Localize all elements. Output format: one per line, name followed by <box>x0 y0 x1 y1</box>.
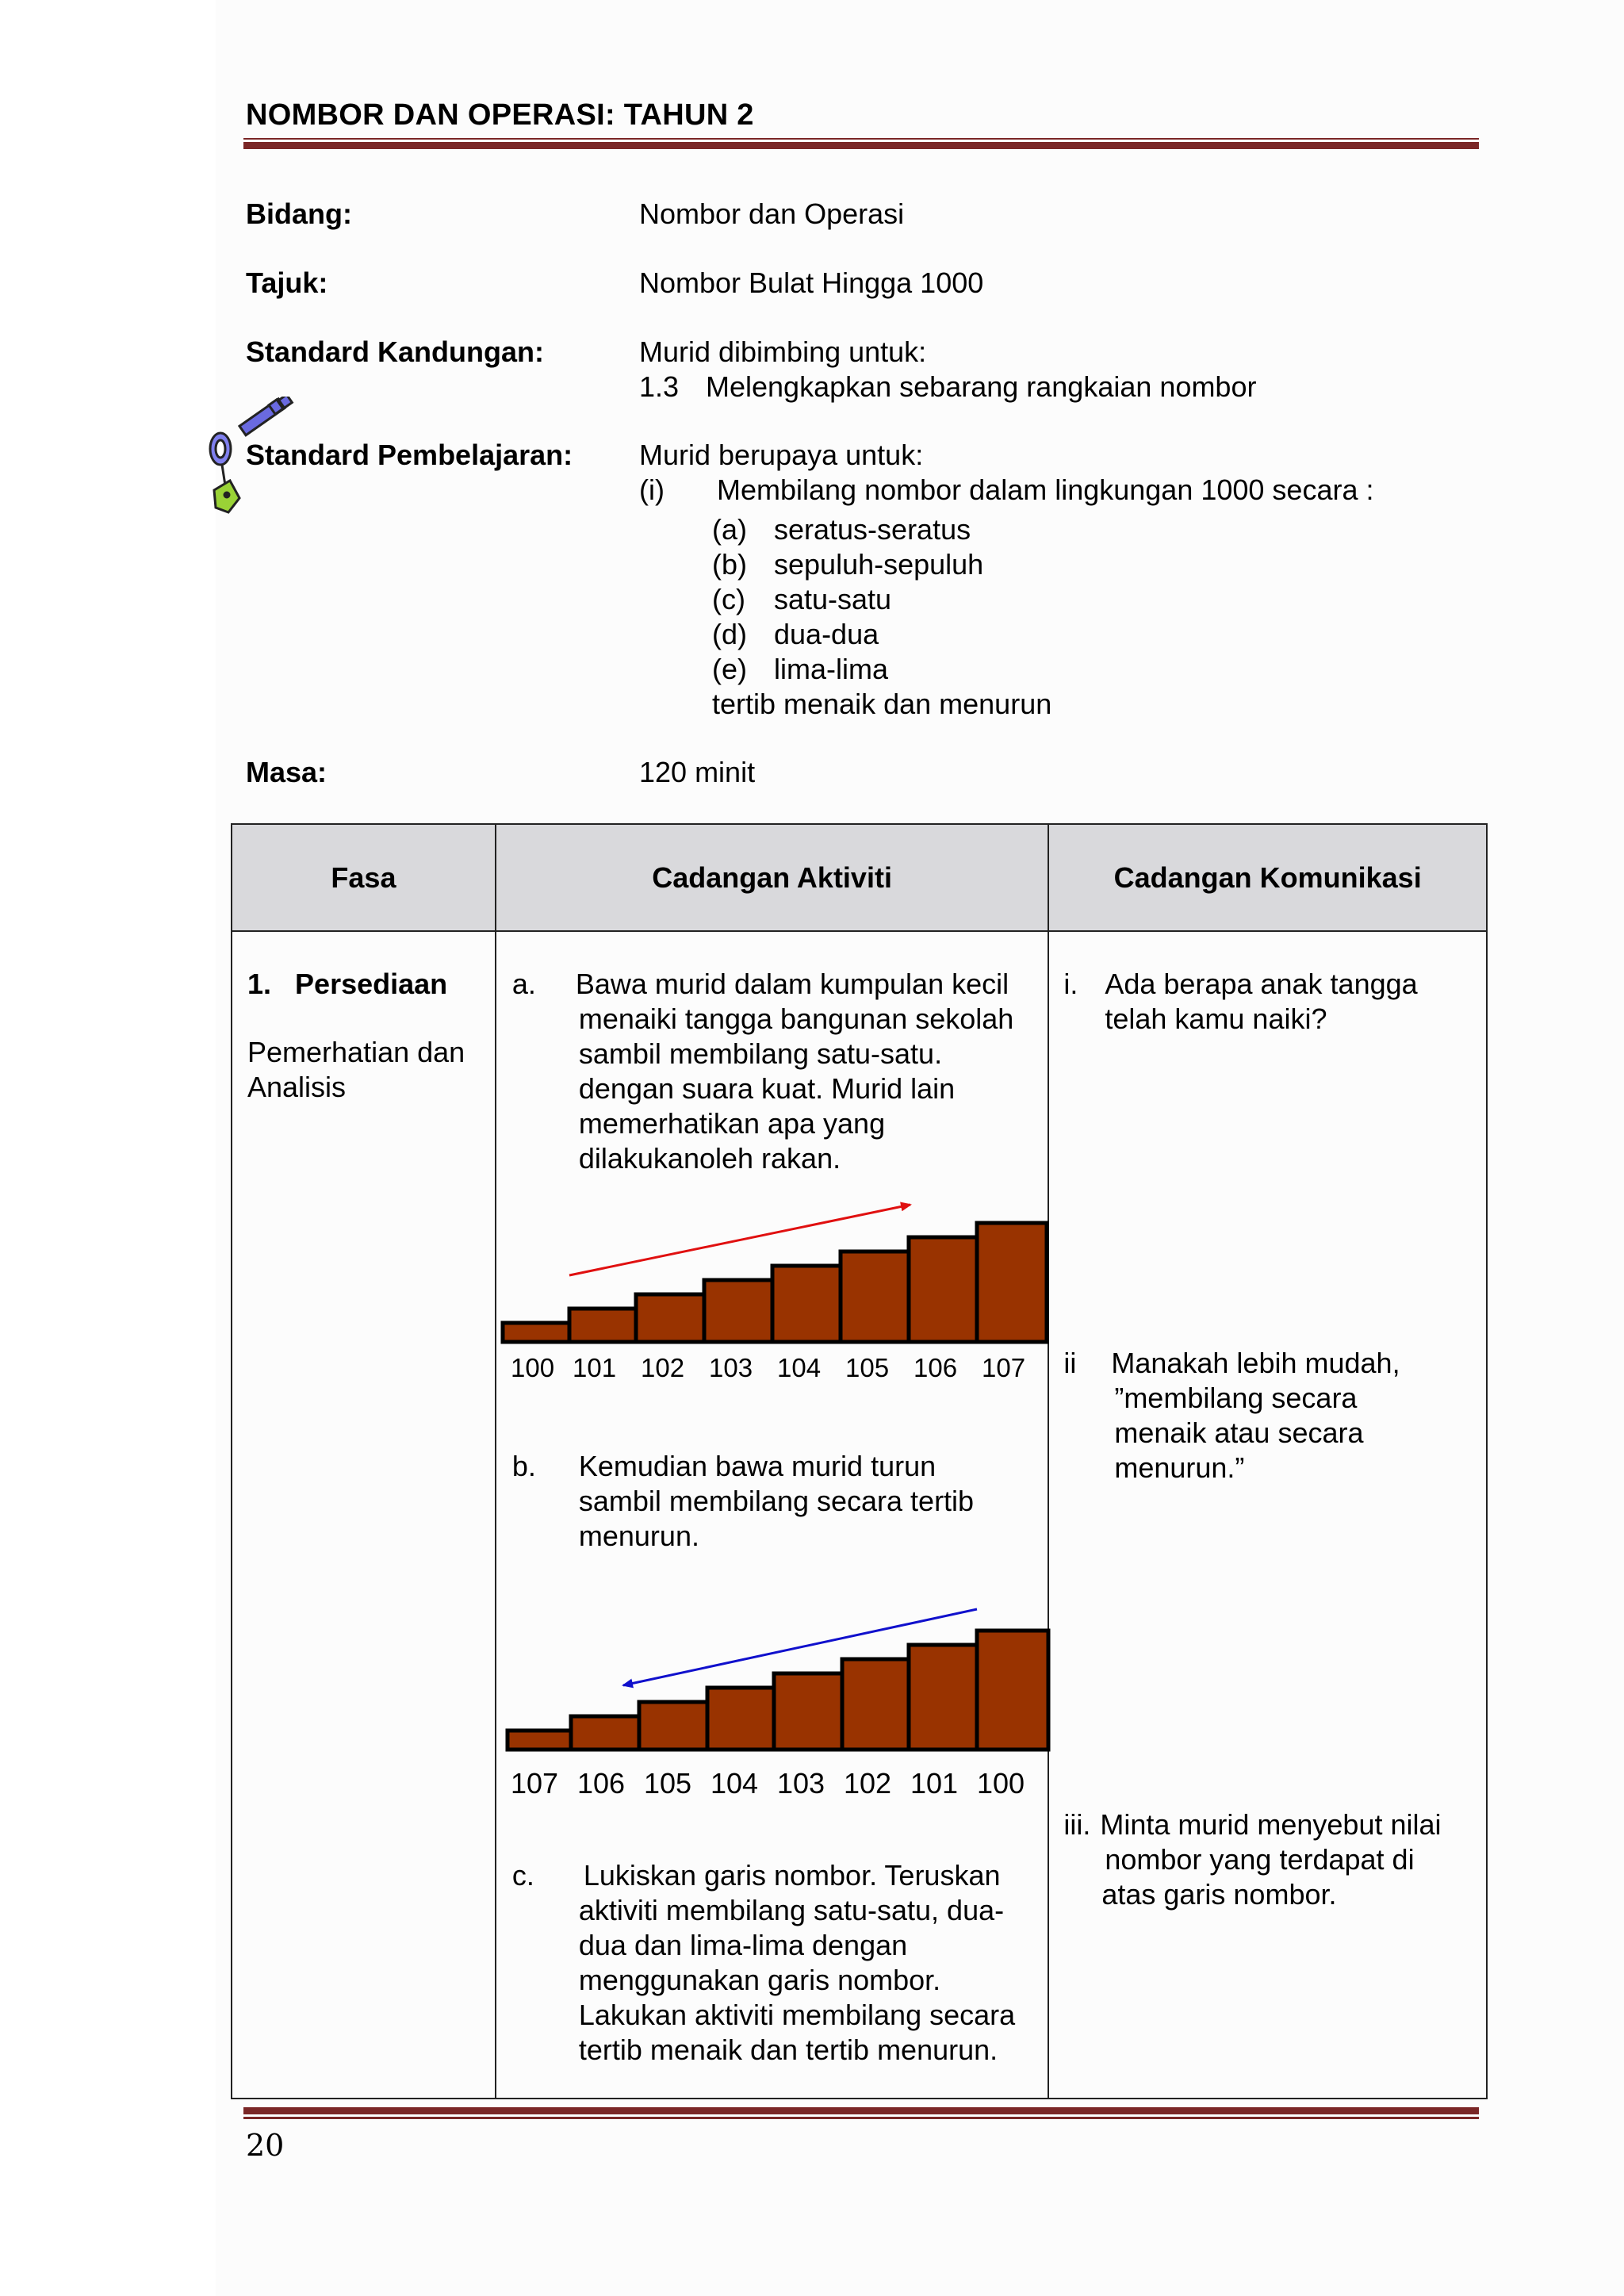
aktiviti-b-line: menurun. <box>578 1520 699 1552</box>
standard-kandungan-line1: Murid dibimbing untuk: <box>639 335 927 368</box>
masa-value: 120 minit <box>639 756 756 788</box>
stair-step <box>704 1280 772 1342</box>
stairs-up-diagram <box>496 1194 1051 1384</box>
komunikasi-ii-line: Manakah lebih mudah, <box>1111 1347 1400 1379</box>
subitem-text: satu-satu <box>774 583 892 615</box>
stair-step <box>636 1294 704 1342</box>
subitem-num: (d) <box>712 618 747 650</box>
tajuk-value: Nombor Bulat Hingga 1000 <box>639 266 984 299</box>
stairs-down-label: 104 <box>710 1767 758 1800</box>
komunikasi-ii-line: menurun.” <box>1114 1451 1245 1484</box>
stair-step <box>707 1688 774 1750</box>
subitem-num: (b) <box>712 548 747 581</box>
subitem-num: (c) <box>712 583 745 615</box>
aktiviti-a-num: a. <box>511 968 536 1000</box>
standard-kandungan-text: Melengkapkan sebarang rangkaian nombor <box>706 370 1257 403</box>
komunikasi-ii-num: ii <box>1063 1347 1077 1379</box>
standard-pembelajaran-item-text: Membilang nombor dalam lingkungan 1000 secara : <box>717 473 1374 506</box>
standard-pembelajaran-tail: tertib menaik dan menurun <box>712 688 1052 720</box>
komunikasi-iii-num: iii. <box>1063 1808 1091 1841</box>
masa-label: Masa: <box>246 756 327 788</box>
stairs-down-label: 101 <box>910 1767 958 1800</box>
stairs-up-label: 104 <box>776 1353 821 1382</box>
standard-kandungan-label: Standard Kandungan: <box>246 335 544 368</box>
aktiviti-c-line: Lakukan aktiviti membilang secara <box>578 1999 1016 2031</box>
aktiviti-a-line: menaiki tangga bangunan sekolah <box>578 1002 1014 1035</box>
stairs-up-label: 100 <box>510 1353 554 1382</box>
stairs-down-diagram <box>496 1598 1051 1804</box>
stairs-up-label: 101 <box>572 1353 616 1382</box>
stairs-down-label: 100 <box>976 1767 1025 1800</box>
stairs-up-label: 105 <box>845 1353 889 1382</box>
subitem-text: dua-dua <box>774 618 879 650</box>
subitem-text: sepuluh-sepuluh <box>774 548 984 581</box>
footer-rule <box>243 2107 1479 2119</box>
standard-kandungan-num: 1.3 <box>639 370 680 403</box>
standard-pembelajaran-line1: Murid berupaya untuk: <box>639 439 924 471</box>
komunikasi-i-line: Ada berapa anak tangga <box>1105 968 1418 1000</box>
aktiviti-a-line: dengan suara kuat. Murid lain <box>578 1072 956 1105</box>
komunikasi-i-line: telah kamu naiki? <box>1105 1002 1327 1035</box>
stairs-down-label: 107 <box>510 1767 558 1800</box>
aktiviti-c-line: tertib menaik dan tertib menurun. <box>578 2033 998 2066</box>
stairs-down-label: 105 <box>643 1767 691 1800</box>
stair-step <box>977 1223 1047 1342</box>
aktiviti-c-line: menggunakan garis nombor. <box>578 1964 941 1996</box>
stair-step <box>569 1309 636 1342</box>
komunikasi-i-num: i. <box>1063 968 1078 1000</box>
stairs-up-label: 106 <box>913 1353 957 1382</box>
stair-step <box>772 1266 841 1342</box>
aktiviti-c-num: c. <box>511 1859 534 1892</box>
standard-pembelajaran-label: Standard Pembelajaran: <box>246 439 573 471</box>
fasa-sub2: Analisis <box>247 1071 347 1103</box>
stair-step <box>639 1702 707 1750</box>
fasa-sub1: Pemerhatian dan <box>247 1036 465 1068</box>
fasa-title: 1. Persediaan <box>247 968 448 1000</box>
stair-step <box>841 1251 909 1342</box>
aktiviti-a-line: memerhatikan apa yang <box>578 1107 886 1140</box>
header-fasa: Fasa <box>232 824 496 931</box>
stair-step <box>774 1673 842 1750</box>
header-cadangan-aktiviti: Cadangan Aktiviti <box>496 824 1048 931</box>
tajuk-label: Tajuk: <box>246 266 328 299</box>
stair-step <box>508 1731 571 1750</box>
stairs-down-label: 103 <box>776 1767 825 1800</box>
subitem-num: (a) <box>712 513 747 546</box>
aktiviti-a-line: dilakukanoleh rakan. <box>578 1142 841 1175</box>
komunikasi-iii-line: Minta murid menyebut nilai <box>1100 1808 1442 1841</box>
subitem-text: lima-lima <box>774 653 888 685</box>
aktiviti-b-num: b. <box>511 1450 536 1482</box>
aktiviti-b-line: Kemudian bawa murid turun <box>578 1450 936 1482</box>
bidang-label: Bidang: <box>246 197 352 230</box>
header-rule <box>243 138 1479 149</box>
subitem-num: (e) <box>712 653 747 685</box>
stair-step <box>842 1659 909 1750</box>
komunikasi-cell <box>1048 931 1487 2099</box>
fasa-cell <box>232 931 496 2099</box>
page-header-title: NOMBOR DAN OPERASI: TAHUN 2 <box>246 98 754 132</box>
stair-step <box>977 1631 1048 1750</box>
bidang-value: Nombor dan Operasi <box>639 197 905 230</box>
aktiviti-a-line: sambil membilang satu-satu. <box>578 1037 943 1070</box>
komunikasi-ii-line: ”membilang secara <box>1114 1382 1358 1414</box>
stair-step <box>503 1323 569 1342</box>
komunikasi-iii-line: nombor yang terdapat di <box>1105 1843 1415 1876</box>
stairs-up-label: 107 <box>981 1353 1025 1382</box>
komunikasi-iii-line: atas garis nombor. <box>1101 1878 1337 1911</box>
aktiviti-c-line: aktiviti membilang satu-satu, dua- <box>578 1894 1005 1926</box>
stairs-down-label: 106 <box>576 1767 625 1800</box>
lesson-plan-table <box>231 823 1488 2099</box>
aktiviti-a-line: Bawa murid dalam kumpulan kecil <box>575 968 1009 1000</box>
komunikasi-ii-line: menaik atau secara <box>1114 1416 1364 1449</box>
stairs-up-label: 103 <box>708 1353 753 1382</box>
stair-step <box>571 1716 639 1750</box>
stairs-down-label: 102 <box>843 1767 891 1800</box>
aktiviti-cell <box>496 931 1048 2099</box>
stairs-up-label: 102 <box>640 1353 684 1382</box>
standard-pembelajaran-item-num: (i) <box>639 473 665 506</box>
aktiviti-c-line: dua dan lima-lima dengan <box>578 1929 908 1961</box>
aktiviti-b-line: sambil membilang secara tertib <box>578 1485 975 1517</box>
aktiviti-c-line: Lukiskan garis nombor. Teruskan <box>583 1859 1001 1892</box>
page-number: 20 <box>246 2128 285 2163</box>
stair-step <box>909 1237 977 1342</box>
stair-step <box>909 1645 977 1750</box>
header-cadangan-komunikasi: Cadangan Komunikasi <box>1048 824 1487 931</box>
subitem-text: seratus-seratus <box>774 513 971 546</box>
